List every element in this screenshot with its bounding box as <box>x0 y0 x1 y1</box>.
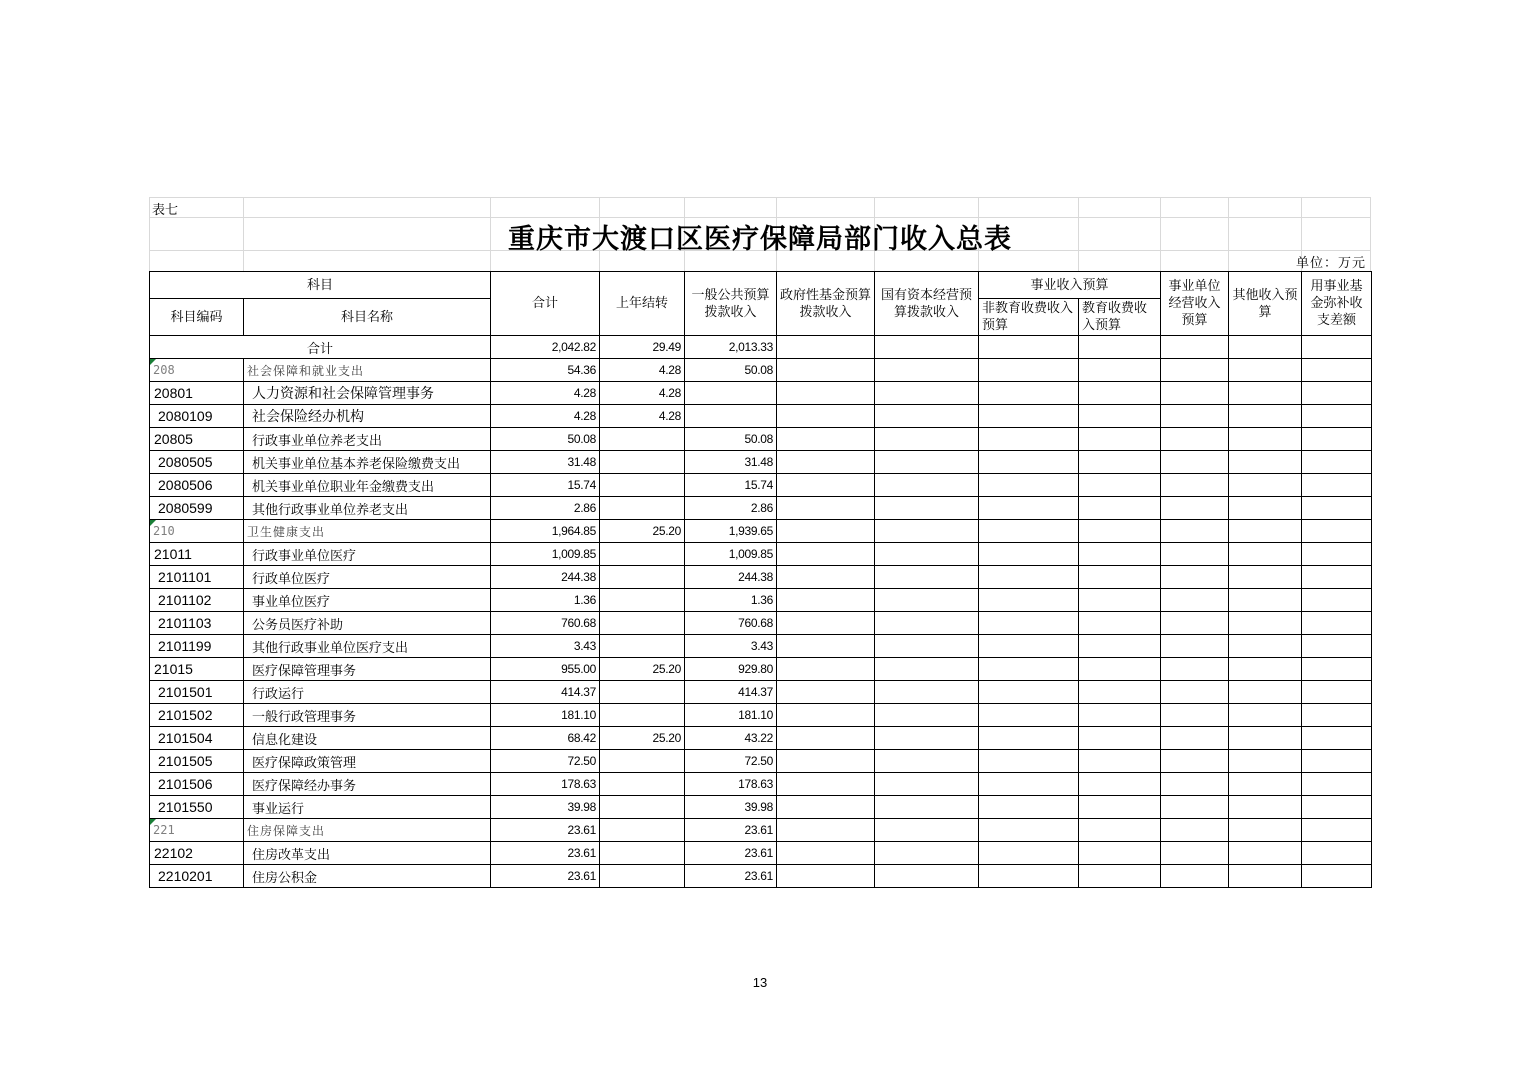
table-row <box>150 635 1372 658</box>
row-general: 50.08 <box>685 359 777 382</box>
row-carryover: 4.28 <box>600 359 685 382</box>
row-name: 社会保险经办机构 <box>244 405 491 428</box>
table-row <box>150 773 1372 796</box>
row-general: 72.50 <box>685 750 777 773</box>
table-row <box>150 727 1372 750</box>
row-general: 414.37 <box>685 681 777 704</box>
row-general: 181.10 <box>685 704 777 727</box>
table-title: 重庆市大渡口区医疗保障局部门收入总表 <box>508 224 1012 255</box>
row-name: 行政事业单位养老支出 <box>244 428 491 451</box>
table-row <box>150 589 1372 612</box>
table-row <box>150 612 1372 635</box>
row-general: 2.86 <box>685 497 777 520</box>
row-total: 68.42 <box>491 727 600 750</box>
row-name: 一般行政管理事务 <box>244 704 491 727</box>
sheet-header-area <box>149 197 1371 271</box>
subject-header: 科目 <box>150 272 491 299</box>
row-general: 31.48 <box>685 451 777 474</box>
row-total: 23.61 <box>491 819 600 842</box>
row-carryover <box>600 681 685 704</box>
other-income-header: 其他收入预算 <box>1229 272 1302 336</box>
table-row <box>150 474 1372 497</box>
sheet-label: 表七 <box>152 203 179 218</box>
row-code: 2080599 <box>150 497 244 520</box>
table-row <box>150 497 1372 520</box>
row-carryover <box>600 773 685 796</box>
row-name: 人力资源和社会保障管理事务 <box>244 382 491 405</box>
row-total: 4.28 <box>491 382 600 405</box>
row-total: 760.68 <box>491 612 600 635</box>
row-general: 15.74 <box>685 474 777 497</box>
table-row <box>150 704 1372 727</box>
table-row <box>150 865 1372 888</box>
row-carryover: 25.20 <box>600 520 685 543</box>
row-total: 414.37 <box>491 681 600 704</box>
row-total: 1,964.85 <box>491 520 600 543</box>
row-carryover <box>600 474 685 497</box>
row-code: 21015 <box>150 658 244 681</box>
row-code: 2101103 <box>150 612 244 635</box>
row-total: 23.61 <box>491 865 600 888</box>
table-row <box>150 796 1372 819</box>
row-carryover <box>600 865 685 888</box>
row-total: 72.50 <box>491 750 600 773</box>
row-code: 221 <box>150 819 244 842</box>
table-row <box>150 681 1372 704</box>
row-general <box>685 382 777 405</box>
table-row <box>150 428 1372 451</box>
row-general: 178.63 <box>685 773 777 796</box>
unit-label: 单位：万元 <box>1295 256 1366 271</box>
subject-code-header: 科目编码 <box>150 299 244 336</box>
row-carryover <box>600 704 685 727</box>
carryover-header: 上年结转 <box>600 272 685 336</box>
row-code: 21011 <box>150 543 244 566</box>
page-number: 13 <box>752 975 768 990</box>
row-code: 2080506 <box>150 474 244 497</box>
total-header: 合计 <box>491 272 600 336</box>
row-carryover <box>600 451 685 474</box>
row-general: 244.38 <box>685 566 777 589</box>
row-code: 2210201 <box>150 865 244 888</box>
gov-fund-header: 政府性基金预算拨款收入 <box>777 272 875 336</box>
total-row-label: 合计 <box>150 336 491 359</box>
row-carryover <box>600 842 685 865</box>
row-total: 2.86 <box>491 497 600 520</box>
row-total: 3.43 <box>491 635 600 658</box>
row-name: 行政运行 <box>244 681 491 704</box>
fund-balance-header: 用事业基金弥补收支差额 <box>1302 272 1372 336</box>
edu-fee-header: 教育收费收入预算 <box>1079 299 1161 336</box>
row-total: 23.61 <box>491 842 600 865</box>
row-total: 54.36 <box>491 359 600 382</box>
row-total: 955.00 <box>491 658 600 681</box>
table-row <box>150 382 1372 405</box>
row-name: 住房改革支出 <box>244 842 491 865</box>
row-name: 社会保障和就业支出 <box>244 359 491 382</box>
row-code: 208 <box>150 359 244 382</box>
row-code: 20801 <box>150 382 244 405</box>
total-row <box>150 336 1372 359</box>
row-code: 2101502 <box>150 704 244 727</box>
row-code: 2101101 <box>150 566 244 589</box>
row-general: 760.68 <box>685 612 777 635</box>
row-name: 事业单位医疗 <box>244 589 491 612</box>
subject-name-header: 科目名称 <box>244 299 491 336</box>
general-budget-header: 一般公共预算拨款收入 <box>685 272 777 336</box>
row-general: 39.98 <box>685 796 777 819</box>
row-name: 机关事业单位职业年金缴费支出 <box>244 474 491 497</box>
row-code: 2101506 <box>150 773 244 796</box>
row-name: 医疗保障管理事务 <box>244 658 491 681</box>
table-row <box>150 405 1372 428</box>
row-code: 210 <box>150 520 244 543</box>
row-code: 2101501 <box>150 681 244 704</box>
row-name: 医疗保障政策管理 <box>244 750 491 773</box>
row-general: 1,009.85 <box>685 543 777 566</box>
row-name: 事业运行 <box>244 796 491 819</box>
total-row-total: 2,042.82 <box>491 336 600 359</box>
row-general: 929.80 <box>685 658 777 681</box>
row-general: 50.08 <box>685 428 777 451</box>
row-total: 181.10 <box>491 704 600 727</box>
unit-operating-header: 事业单位经营收入预算 <box>1161 272 1229 336</box>
table-row <box>150 658 1372 681</box>
row-carryover <box>600 796 685 819</box>
table-row <box>150 842 1372 865</box>
row-carryover: 25.20 <box>600 727 685 750</box>
row-name: 住房保障支出 <box>244 819 491 842</box>
table-row <box>150 750 1372 773</box>
total-row-carryover: 29.49 <box>600 336 685 359</box>
row-carryover <box>600 428 685 451</box>
row-general: 1,939.65 <box>685 520 777 543</box>
row-general: 3.43 <box>685 635 777 658</box>
row-general: 43.22 <box>685 727 777 750</box>
row-code: 2101550 <box>150 796 244 819</box>
table-row <box>150 520 1372 543</box>
row-total: 1.36 <box>491 589 600 612</box>
row-carryover: 4.28 <box>600 405 685 428</box>
row-name: 卫生健康支出 <box>244 520 491 543</box>
income-table <box>149 271 1372 888</box>
table-row <box>150 566 1372 589</box>
row-name: 其他行政事业单位养老支出 <box>244 497 491 520</box>
row-carryover <box>600 543 685 566</box>
row-carryover <box>600 589 685 612</box>
table-row <box>150 359 1372 382</box>
row-carryover <box>600 566 685 589</box>
row-carryover <box>600 612 685 635</box>
row-general: 1.36 <box>685 589 777 612</box>
row-total: 31.48 <box>491 451 600 474</box>
row-name: 其他行政事业单位医疗支出 <box>244 635 491 658</box>
row-carryover <box>600 497 685 520</box>
table-row <box>150 543 1372 566</box>
row-name: 机关事业单位基本养老保险缴费支出 <box>244 451 491 474</box>
row-general: 23.61 <box>685 865 777 888</box>
row-carryover <box>600 819 685 842</box>
total-row-general: 2,013.33 <box>685 336 777 359</box>
row-code: 2080505 <box>150 451 244 474</box>
row-name: 行政事业单位医疗 <box>244 543 491 566</box>
row-code: 2101199 <box>150 635 244 658</box>
row-carryover <box>600 750 685 773</box>
row-name: 行政单位医疗 <box>244 566 491 589</box>
public-income-header: 事业收入预算 <box>979 272 1161 299</box>
row-total: 50.08 <box>491 428 600 451</box>
table-row <box>150 819 1372 842</box>
row-total: 178.63 <box>491 773 600 796</box>
income-summary-sheet <box>149 197 1371 888</box>
row-total: 15.74 <box>491 474 600 497</box>
row-code: 2101504 <box>150 727 244 750</box>
state-capital-header: 国有资本经营预算拨款收入 <box>875 272 979 336</box>
row-general: 23.61 <box>685 819 777 842</box>
row-general: 23.61 <box>685 842 777 865</box>
row-general <box>685 405 777 428</box>
row-name: 信息化建设 <box>244 727 491 750</box>
row-total: 244.38 <box>491 566 600 589</box>
row-carryover <box>600 635 685 658</box>
row-code: 2101505 <box>150 750 244 773</box>
row-total: 1,009.85 <box>491 543 600 566</box>
row-name: 住房公积金 <box>244 865 491 888</box>
row-carryover: 4.28 <box>600 382 685 405</box>
row-carryover: 25.20 <box>600 658 685 681</box>
row-name: 医疗保障经办事务 <box>244 773 491 796</box>
non-edu-fee-header: 非教育收费收入预算 <box>979 299 1079 336</box>
row-code: 2080109 <box>150 405 244 428</box>
row-name: 公务员医疗补助 <box>244 612 491 635</box>
row-total: 39.98 <box>491 796 600 819</box>
row-code: 2101102 <box>150 589 244 612</box>
row-code: 22102 <box>150 842 244 865</box>
table-row <box>150 451 1372 474</box>
row-code: 20805 <box>150 428 244 451</box>
row-total: 4.28 <box>491 405 600 428</box>
